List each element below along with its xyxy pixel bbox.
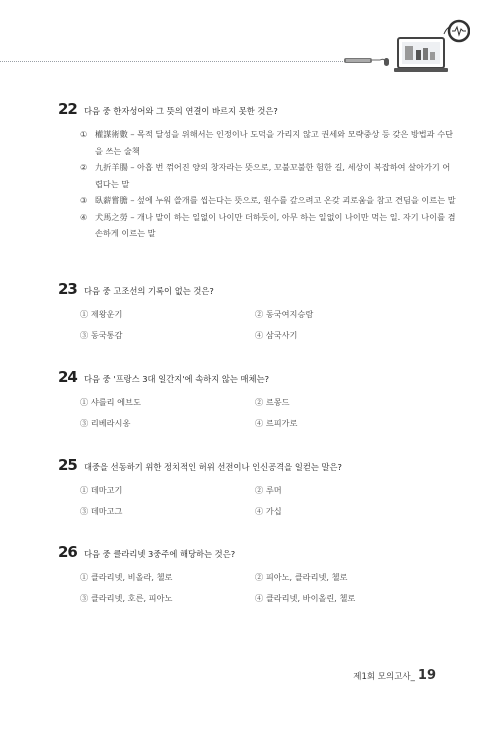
- header-divider: [0, 61, 345, 62]
- question-text: 다음 중 한자성어와 그 뜻의 연결이 바르지 못한 것은?: [84, 106, 278, 116]
- option-3[interactable]: ③ 리베라시옹: [80, 417, 131, 428]
- question-text: 대중을 선동하기 위한 정치적인 허위 선전이나 인신공격을 일컫는 말은?: [84, 462, 342, 472]
- option-4[interactable]: ④ 클라리넷, 바이올린, 첼로: [255, 592, 356, 603]
- question-text: 다음 중 '프랑스 3대 일간지'에 속하지 않는 매체는?: [84, 374, 269, 384]
- option-2[interactable]: ② 르몽드: [255, 397, 290, 407]
- question-22: [58, 100, 458, 242]
- question-text: 다음 중 클라리넷 3중주에 해당하는 것은?: [84, 549, 236, 559]
- option-2[interactable]: ② 九折羊腸 – 아홉 번 꺾어진 양의 창자라는 뜻으로, 꼬불꼬불한 험한 길, 세상이 복잡하여 살아가기 어렵다는 말: [80, 162, 451, 189]
- question-number: 25: [58, 456, 77, 474]
- option-2[interactable]: ② 피아노, 클라리넷, 첼로: [255, 572, 348, 582]
- option-3[interactable]: ③ 데마고그: [80, 505, 123, 516]
- page-footer: [353, 668, 436, 683]
- option-2[interactable]: ② 루머: [255, 485, 282, 495]
- question-number: 24: [58, 368, 77, 386]
- option-3[interactable]: ③ 클라리넷, 호른, 피아노: [80, 592, 173, 603]
- question-23: [58, 280, 458, 343]
- option-3[interactable]: ③ 臥薪嘗膽 – 섶에 누워 쓸개를 씹는다는 뜻으로, 원수를 갚으려고 온갖 괴로움을 참고 견딤을 이르는 말: [80, 195, 456, 205]
- option-1[interactable]: ① 제왕운기: [80, 309, 123, 319]
- option-4[interactable]: ④ 犬馬之勞 – 개나 말이 하는 일없이 나이만 더하듯이, 아무 하는 일없이 나이만 먹는 일. 자기 나이를 겸손하게 이르는 말: [80, 211, 456, 238]
- option-1[interactable]: ① 클라리넷, 비올라, 첼로: [80, 572, 173, 582]
- option-4[interactable]: ④ 가십: [255, 505, 282, 516]
- page-number: 19: [417, 668, 436, 683]
- option-4[interactable]: ④ 삼국사기: [255, 329, 298, 340]
- question-24: [58, 368, 458, 431]
- option-4[interactable]: ④ 르피가로: [255, 417, 298, 428]
- option-1[interactable]: ① 샤를리 에브도: [80, 397, 141, 407]
- option-1[interactable]: ① 데마고기: [80, 485, 123, 495]
- question-26: [58, 543, 458, 606]
- question-number: 22: [58, 100, 77, 118]
- option-2[interactable]: ② 동국여지승람: [255, 309, 314, 319]
- footer-label: 제1회 모의고사_: [353, 672, 415, 682]
- question-number: 26: [58, 543, 77, 561]
- question-text: 다음 중 고조선의 기록이 없는 것은?: [84, 286, 214, 296]
- option-3[interactable]: ③ 동국통감: [80, 329, 123, 340]
- computer-illustration-icon: [340, 18, 470, 74]
- question-25: [58, 456, 458, 519]
- question-number: 23: [58, 280, 77, 298]
- option-1[interactable]: ① 權謀術數 – 목적 달성을 위해서는 인정이나 도덕을 가리지 않고 권세와 모략중상 등 갖은 방법과 수단을 쓰는 술책: [80, 129, 454, 156]
